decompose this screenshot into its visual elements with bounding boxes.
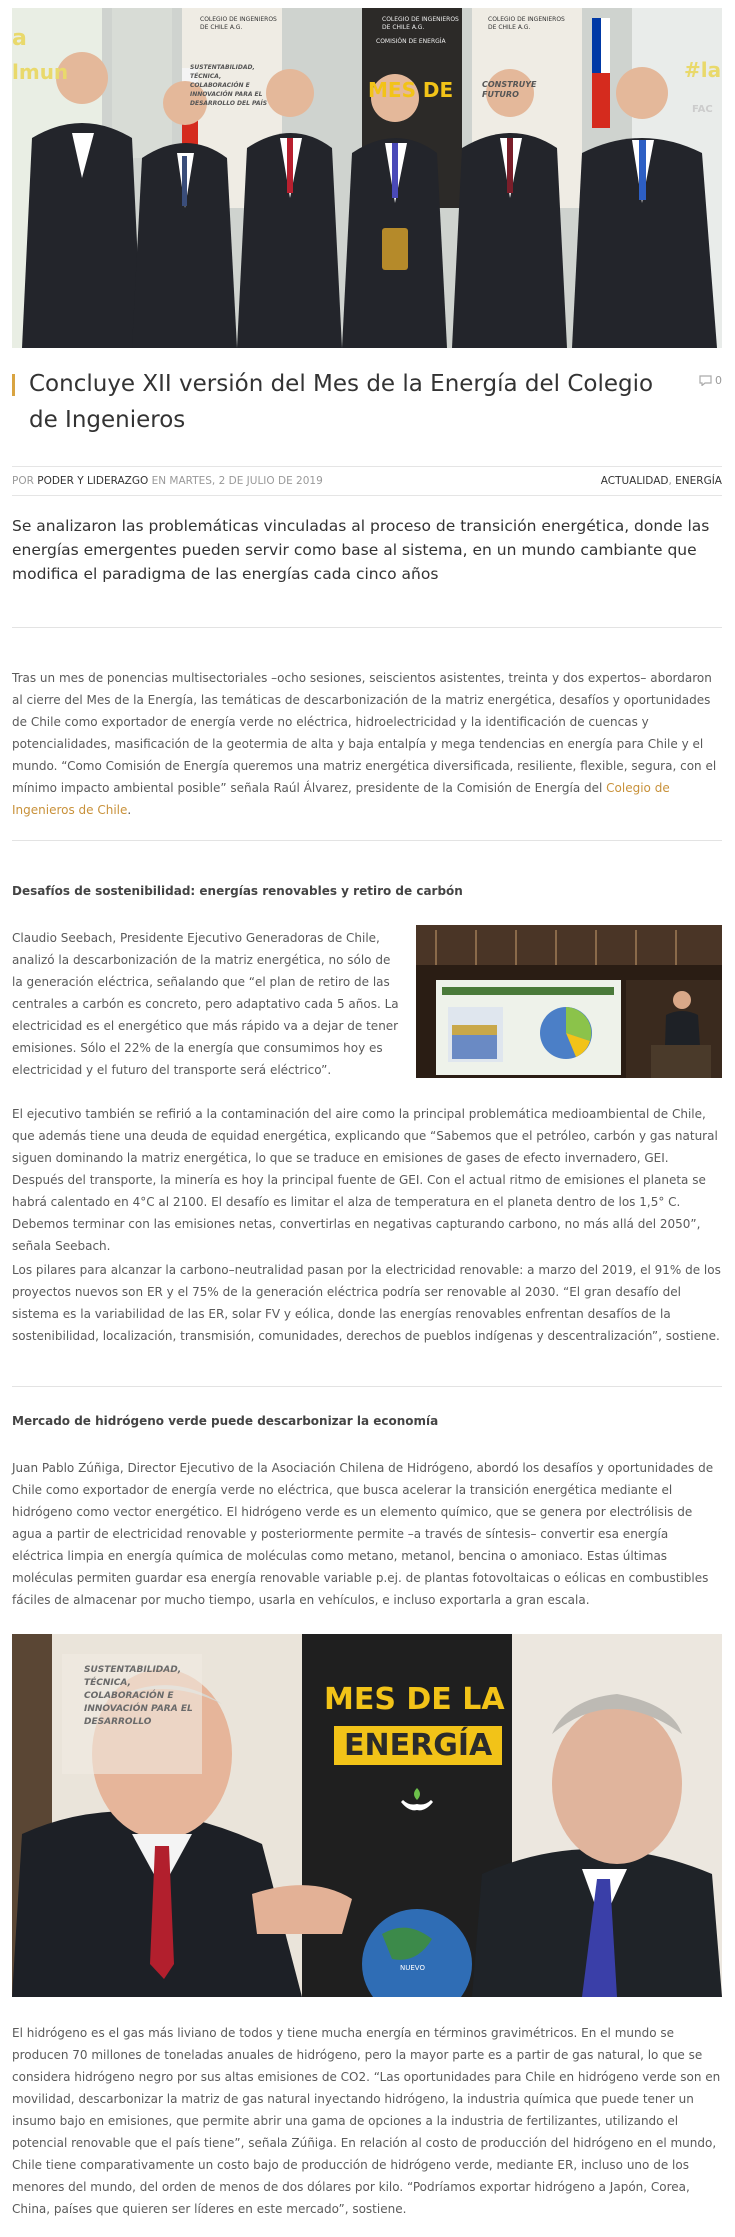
hero-banner-1: COLEGIO DE INGENIEROS DE CHILE A.G. <box>200 16 277 31</box>
category-link-energia[interactable]: ENERGÍA <box>675 475 722 487</box>
meta-by: POR <box>12 475 34 487</box>
comment-icon <box>699 375 712 386</box>
colegio-ingenieros-link[interactable]: Colegio de Ingenieros de Chile <box>12 781 670 817</box>
hero-slogan: SUSTENTABILIDAD, TÉCNICA, COLABORACIÓN E INNOVACIÓN PARA EL DESARROLLO DEL PAÍS <box>190 64 268 107</box>
paragraph-2: Claudio Seebach, Presidente Ejecutivo Generadoras de Chile, analizó la descarbonización de la matriz energética, no sólo de la generación eléctrica, señalando que “el plan de retiro de las centrales a carbón es concreto, pero adaptativo cada 5 años. La electricidad es el energético que más rápido va a dejar de tener emisiones. Sólo el 22% de la energía que consumimos hoy es electricidad y el futuro del transporte será eléctrico”. <box>12 931 399 1077</box>
hero-edge-text-left: a <box>12 26 27 51</box>
paragraph-5: Juan Pablo Zúñiga, Director Ejecutivo de la Asociación Chilena de Hidrógeno, abordó los desafíos y oportunidades de Chile como exportador de energía verde no eléctrica, que busca acelerar la transición energética mediante el hidrógeno como vector energético. El hidrógeno verde es un elemento químico, que se genera por electrólisis de agua a partir de electricidad renovable y posteriormente permite –a través de síntesis– convertir esa energía eléctrica limpia en energía química de moléculas como metano, metanol, bencina o amoniaco. Estas últimas moléculas permiten guardar esa energía renovable variable p.ej. de plantas fotovoltaicas o eólicas en combustibles fáciles de almacenar por mucho tiempo, usarla en vehículos, e incluso exportarla a gran escala. <box>12 1461 714 1607</box>
meta-author-link[interactable]: PODER Y LIDERAZGO <box>37 475 149 487</box>
hero-slogan-right: CONSTRUYE FUTURO <box>482 80 537 99</box>
paragraph-6: El hidrógeno es el gas más liviano de todos y tiene mucha energía en términos gravimétricos. En el mundo se producen 70 millones de toneladas anuales de hidrógeno, pero la mayor parte es a partir de gas natural, lo que se considera hidrógeno negro por sus altas emisiones de CO2. “Las oportunidades para Chile en hidrógeno verde son en movilidad, descarbonizar la matriz de gas natural inyectando hidrógeno, la industria química que puede tener un insumo bajo en emisiones, que permite abrir una gama de opciones a la industria de fertilizantes, utilizando el potencial renovable que el país tiene”, señala Zúñiga. En relación al costo de producción del hidrógeno en el mundo, Chile tiene comparativamente un costo bajo de producción de hidrógeno verde, mediante ER, incluso uno de los menores del mundo, del orden de menos de dos dólares por kilo. “Podríamos exportar hidrógeno a Japón, Corea, China, países que quieren ser líderes en este mercado”, sostiene. <box>12 2026 721 2216</box>
paragraph-3: El ejecutivo también se refirió a la contaminación del aire como la principal problemática medioambiental de Chile, que además tiene una deuda de equidad energética, explicando que “Sabemos que el petróleo, carbón y gas natural siguen dominando la matriz energética, lo que se traduce en emisiones de gases de efecto invernadero, GEI. Después del transporte, la minería es hoy la principal fuente de GEI. Con el actual ritmo de emisiones el planeta se habrá calentado en 4°C al 2100. El desafío es limitar el alza de temperatura en el planeta dentro de los 1,5° C. Debemos terminar con las emisiones netas, convertirlas en negativas capturando carbono, no más allá del 2050”, señala Seebach. <box>12 1107 718 1253</box>
divider <box>12 1386 722 1387</box>
hands-icon <box>397 1784 437 1814</box>
paragraph-1-end: . <box>127 803 132 817</box>
banner-title-line-2: ENERGÍA <box>334 1726 502 1765</box>
presentation-photo <box>416 925 722 1078</box>
meta-categories: ACTUALIDAD, ENERGÍA <box>600 475 722 487</box>
paragraph-4: Los pilares para alcanzar la carbono–neutralidad pasan por la electricidad renovable: a marzo del 2019, el 91% de los proyectos nuevos son ER y el 75% de la generación eléctrica podría ser renovable al 2030. “El gran desafío del sistema es la variabilidad de las ER, solar FV y eólica, donde las energías renovables enfrentan desafíos de la sostenibilidad, localización, transmisión, comunidades, derechos de pueblos indígenas y descentralización”, sostiene. <box>12 1263 721 1343</box>
banner-mid-text: NUEVO <box>400 1964 425 1972</box>
presentation-photo-scene <box>416 925 722 1078</box>
hero-banner-2-sub: COMISIÓN DE ENERGÍA <box>376 38 446 45</box>
section-heading-sostenibilidad: Desafíos de sostenibilidad: energías renovables y retiro de carbón <box>12 884 463 898</box>
hero-edge-text-left-2: lmun <box>12 60 69 84</box>
category-link-actualidad[interactable]: ACTUALIDAD <box>600 475 669 487</box>
comment-count: 0 <box>715 374 722 387</box>
meta-date: EN MARTES, 2 DE JULIO DE 2019 <box>151 475 323 487</box>
paragraph-1 <box>12 667 722 821</box>
comments-link[interactable] <box>699 374 722 387</box>
article-meta <box>12 466 722 496</box>
speakers-photo <box>12 1634 722 1997</box>
hero-edge-text-right-2: FAC <box>692 104 713 115</box>
article-lead: Se analizaron las problemáticas vinculadas al proceso de transición energética, donde las energías emergentes pueden servir como base al sistema, en un mundo cambiante que modifica el paradigma de las energías cada cinco años <box>12 517 710 583</box>
section-heading-hidrogeno: Mercado de hidrógeno verde puede descarbonizar la economía <box>12 1414 439 1428</box>
hero-banner-2: COLEGIO DE INGENIEROS DE CHILE A.G. <box>382 16 459 31</box>
divider <box>12 840 722 841</box>
hero-edge-text-right: #la <box>684 58 722 82</box>
hero-banner-3: COLEGIO DE INGENIEROS DE CHILE A.G. <box>488 16 565 31</box>
paragraph-1-text: Tras un mes de ponencias multisectoriales –ocho sesiones, seiscientos asistentes, treinta y dos expertos– abordaron al cierre del Mes de la Energía, las temáticas de descarbonización de la matriz energética, desafíos y oportunidades de Chile como exportador de energía verde no eléctrica, hidroelectricidad y la identificación de cuencas y potencialidades, masificación de la geotermia de alta y baja entalpía y mega tendencias en energía para Chile y el mundo. “Como Comisión de Energía queremos una matriz energética diversificada, resiliente, flexible, segura, con el mínimo impacto ambiental posible” señala Raúl Álvarez, presidente de la Comisión de Energía del <box>12 671 717 795</box>
hero-mes: MES DE <box>368 78 454 102</box>
title-accent-bar <box>12 374 15 396</box>
divider <box>12 627 722 628</box>
banner-title-line-1: MES DE LA <box>324 1682 505 1717</box>
banner-slogan: SUSTENTABILIDAD, TÉCNICA, COLABORACIÓN E INNOVACIÓN PARA EL DESARROLLO <box>84 1665 193 1727</box>
article-title: Concluye XII versión del Mes de la Energía del Colegio de Ingenieros <box>29 371 654 433</box>
hero-photo <box>12 8 722 348</box>
